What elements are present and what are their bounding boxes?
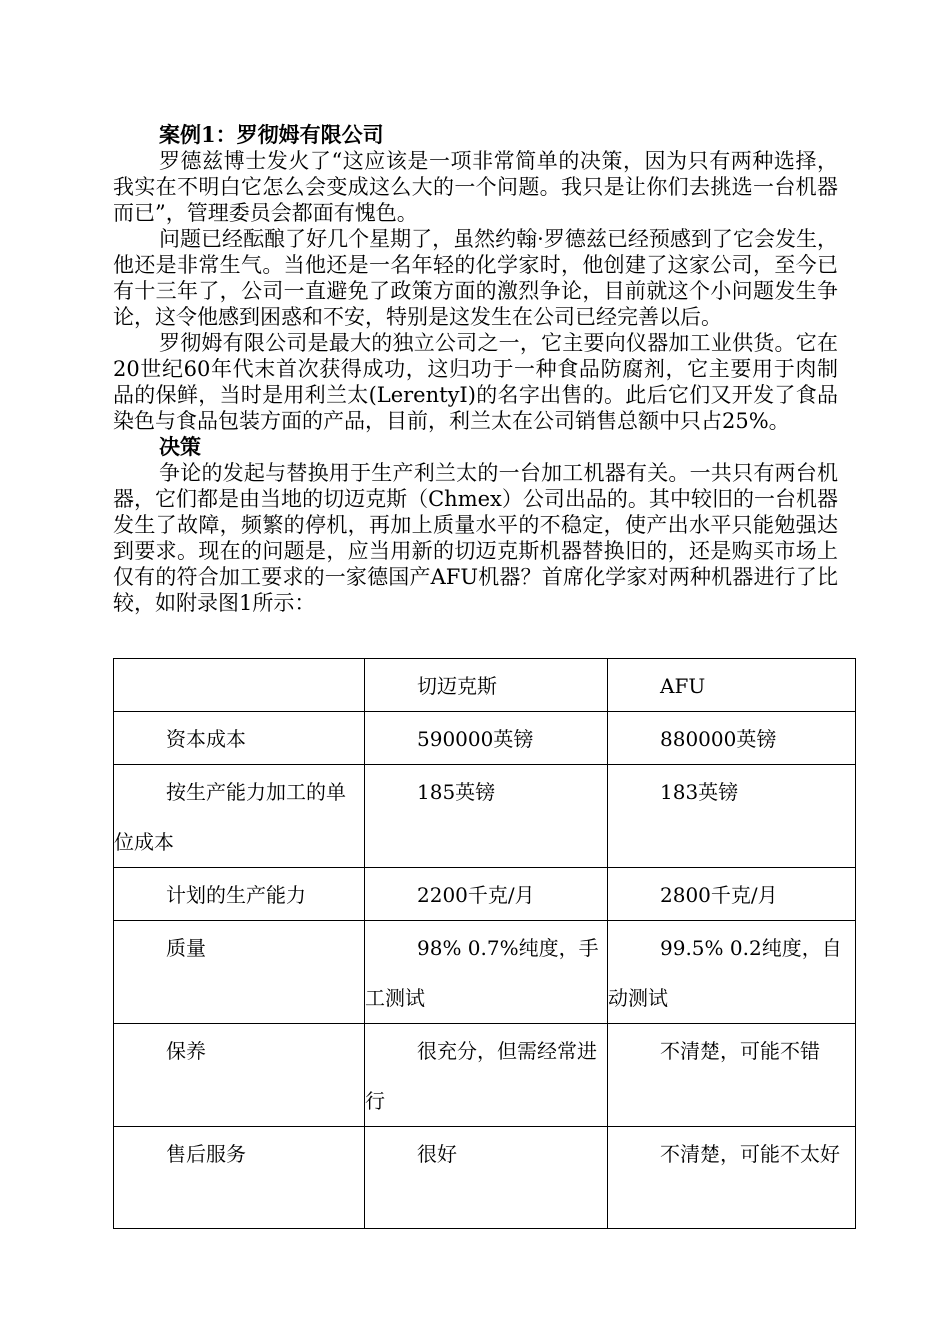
table-cell: 很充分，但需经常进行 xyxy=(365,1024,608,1127)
section-paragraph-1: 争论的发起与替换用于生产利兰太的一台加工机器有关。一共只有两台机器，它们都是由当地的切迈克斯（Chmex）公司出品的。其中较旧的一台机器发生了故障，频繁的停机，再加上质量水平的不稳定，使产出水平只能勉强达到要求。现在的问题是，应当用新的切迈克斯机器替换旧的，还是购买市场上仅有的符合加工要求的一家德国产AFU机器？首席化学家对两种机器进行了比较，如附录图1所示： xyxy=(113,461,838,615)
table-cell: 不清楚，可能不错 xyxy=(608,1024,856,1127)
paragraph-2: 问题已经酝酿了好几个星期了，虽然约翰·罗德兹已经预感到了它会发生，他还是非常生气。当他还是一名年轻的化学家时，他创建了这家公司，至今已有十三年了，公司一直避免了政策方面的激烈争论，目前就这个小问题发生争论，这令他感到困惑和不安，特别是这发生在公司已经完善以后。 xyxy=(113,227,838,329)
table-row xyxy=(114,1127,856,1229)
section-title: 决策 xyxy=(159,434,201,459)
table-cell: 98% 0.7%纯度，手工测试 xyxy=(365,921,608,1024)
table-cell: 不清楚，可能不太好 xyxy=(608,1127,856,1229)
case-title: 案例1：罗彻姆有限公司 xyxy=(159,122,384,147)
table-row xyxy=(114,868,856,921)
table-header-cell: 切迈克斯 xyxy=(365,659,608,712)
table-row-label: 计划的生产能力 xyxy=(114,868,365,921)
table-row-label: 资本成本 xyxy=(114,712,365,765)
table-cell: 183英镑 xyxy=(608,765,856,868)
table-row-label: 按生产能力加工的单位成本 xyxy=(114,765,365,868)
table-row xyxy=(114,921,856,1024)
table-cell: 590000英镑 xyxy=(365,712,608,765)
table-row xyxy=(114,765,856,868)
table-header-row xyxy=(114,659,856,712)
table-cell: 2200千克/月 xyxy=(365,868,608,921)
table-header-cell: AFU xyxy=(608,659,856,712)
table-header-cell xyxy=(114,659,365,712)
paragraph-3: 罗彻姆有限公司是最大的独立公司之一，它主要向仪器加工业供货。它在20世纪60年代末首次获得成功，这归功于一种食品防腐剂，它主要用于肉制品的保鲜，当时是用利兰太(LerentyI)的名字出售的。此后它们又开发了食品染色与食品包装方面的产品，目前，利兰太在公司销售总额中只占25%。 xyxy=(113,331,838,433)
table-row xyxy=(114,1024,856,1127)
comparison-table xyxy=(113,658,856,1229)
table-cell: 880000英镑 xyxy=(608,712,856,765)
table-cell: 很好 xyxy=(365,1127,608,1229)
table-cell: 185英镑 xyxy=(365,765,608,868)
table-cell: 99.5% 0.2纯度，自动测试 xyxy=(608,921,856,1024)
document-body xyxy=(113,122,838,616)
table-row-label: 售后服务 xyxy=(114,1127,365,1229)
paragraph-1: 罗德兹博士发火了“这应该是一项非常简单的决策，因为只有两种选择，我实在不明白它怎么会变成这么大的一个问题。我只是让你们去挑选一台机器而已”，管理委员会都面有愧色。 xyxy=(113,149,838,225)
table-row-label: 质量 xyxy=(114,921,365,1024)
table-row xyxy=(114,712,856,765)
table-cell: 2800千克/月 xyxy=(608,868,856,921)
table-row-label: 保养 xyxy=(114,1024,365,1127)
